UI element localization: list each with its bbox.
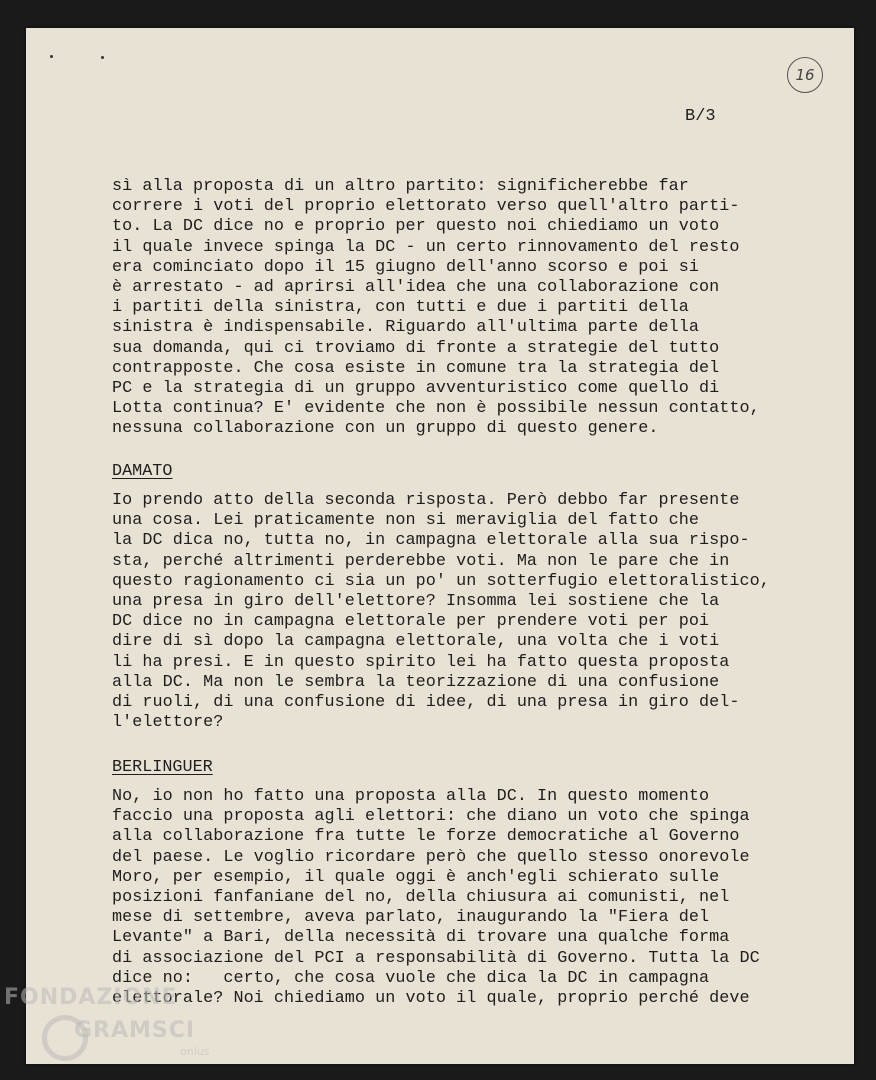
text-line: questo ragionamento ci sia un po' un sotterfugio elettoralistico, [112, 571, 770, 591]
text-line: una cosa. Lei praticamente non si meraviglia del fatto che [112, 511, 699, 531]
text-line: Io prendo atto della seconda risposta. Però debbo far presente [112, 491, 740, 510]
text-line: alla collaborazione fra tutte le forze democratiche al Governo [112, 827, 740, 847]
text-line: elettorale? Noi chiediamo un voto il quale, proprio perché deve [112, 989, 750, 1009]
speaker-heading-damato: DAMATO [112, 462, 173, 481]
paragraph-damato [112, 491, 832, 733]
text-line: alla DC. Ma non le sembra la teorizzazione di una confusione [112, 672, 720, 692]
text-line: Moro, per esempio, il quale oggi è anch'egli schierato sulle [112, 867, 720, 887]
text-line: contrapposte. Che cosa esiste in comune tra la strategia del [112, 358, 720, 378]
text-line: faccio una proposta agli elettori: che diano un voto che spinga [112, 807, 750, 827]
paper-speck [101, 56, 104, 59]
text-line: l'elettore? [112, 713, 224, 733]
paragraph-berlinguer [112, 787, 832, 1009]
page-reference: B/3 [685, 107, 716, 126]
paper-speck [50, 55, 53, 58]
text-line: posizioni fanfaniane del no, della chiusura ai comunisti, nel [112, 888, 730, 908]
text-line: una presa in giro dell'elettore? Insomma lei sostiene che la [112, 592, 720, 612]
text-line: sta, perché altrimenti perderebbe voti. Ma non le pare che in [112, 551, 730, 571]
text-line: li ha presi. E in questo spirito lei ha fatto questa proposta [112, 652, 730, 672]
text-line: mese di settembre, aveva parlato, inaugurando la "Fiera del [112, 908, 710, 928]
text-line: il quale invece spinga la DC - un certo rinnovamento del resto [112, 237, 740, 257]
text-line: dire di sì dopo la campagna elettorale, una volta che i voti [112, 632, 720, 652]
text-line: sua domanda, qui ci troviamo di fronte a strategie del tutto [112, 338, 720, 358]
text-line: Lotta continua? E' evidente che non è possibile nessun contatto, [112, 399, 760, 419]
text-line: era cominciato dopo il 15 giugno dell'anno scorso e poi si [112, 257, 699, 277]
watermark-line-3: onlus [180, 1045, 210, 1058]
text-line: PC e la strategia di un gruppo avventuristico come quello di [112, 379, 720, 399]
text-line: correre i voti del proprio elettorato verso quell'altro parti- [112, 197, 740, 217]
text-line: sinistra è indispensabile. Riguardo all'ultima parte della [112, 318, 699, 338]
text-line: nessuna collaborazione con un gruppo di questo genere. [112, 419, 659, 439]
text-line: la DC dica no, tutta no, in campagna elettorale alla sua rispo- [112, 531, 750, 551]
speaker-heading-berlinguer: BERLINGUER [112, 758, 213, 777]
text-line: i partiti della sinistra, con tutti e due i partiti della [112, 298, 689, 318]
text-line: di ruoli, di una confusione di idee, di una presa in giro del- [112, 693, 740, 713]
text-line: No, io non ho fatto una proposta alla DC. In questo momento [112, 787, 710, 806]
paragraph-continuation [112, 177, 832, 440]
watermark-line-1: FONDAZIONE [4, 985, 178, 1010]
text-line: Levante" a Bari, della necessità di trovare una qualche forma [112, 928, 730, 948]
watermark-line-2: GRAMSCI [74, 1018, 196, 1043]
text-line: è arrestato - ad aprirsi all'idea che una collaborazione con [112, 278, 720, 298]
text-line: to. La DC dice no e proprio per questo noi chiediamo un voto [112, 217, 720, 237]
text-line: DC dice no in campagna elettorale per prendere voti per poi [112, 612, 710, 632]
text-line: sì alla proposta di un altro partito: significherebbe far [112, 177, 689, 196]
text-line: dice no: certo, che cosa vuole che dica la DC in campagna [112, 968, 710, 988]
text-line: di associazione del PCI a responsabilità di Governo. Tutta la DC [112, 948, 760, 968]
archive-page-number: 16 [787, 57, 823, 93]
text-line: del paese. Le voglio ricordare però che quello stesso onorevole [112, 847, 750, 867]
